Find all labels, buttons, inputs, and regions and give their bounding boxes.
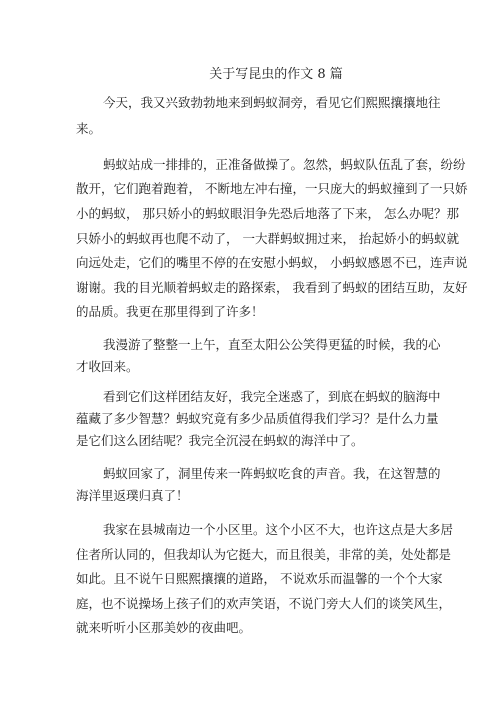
paragraph-line: 的品质。我更在那里得到了许多！	[76, 304, 264, 319]
paragraph-line: 只娇小的蚂蚁再也爬不动了， 一大群蚂蚁拥过来， 抬起娇小的蚂蚁就	[76, 231, 459, 246]
paragraph-line: 住者所认同的，但我却认为它挺大，而且很美，非常的美，处处都是	[76, 547, 452, 562]
paragraph-line: 是它们这么团结呢？我完全沉浸在蚂蚁的海洋中了。	[76, 433, 364, 448]
paragraph-line: 今天，我又兴致勃勃地来到蚂蚁洞旁，看见它们熙熙攘攘地往	[103, 95, 441, 110]
paragraph-line: 海洋里返璞归真了！	[76, 488, 189, 503]
paragraph-line: 如此。且不说午日熙熙攘攘的道路， 不说欢乐而温馨的一个个大家	[76, 571, 443, 586]
paragraph-line: 蚂蚁站成一排排的，正准备做操了。忽然，蚂蚁队伍乱了套，纷纷	[103, 157, 466, 172]
paragraph-line: 谢谢。我的目光顺着蚂蚁走的路探索， 我看到了蚂蚁的团结互助，友好	[76, 280, 468, 295]
paragraph-line: 才收回来。	[76, 359, 139, 374]
paragraph-line: 蕴藏了多少智慧？蚂蚁究竟有多少品质值得我们学习？是什么力量	[76, 411, 439, 426]
paragraph-line: 来。	[76, 121, 102, 136]
paragraph-line: 小的蚂蚁， 那只娇小的蚂蚁眼泪争先恐后地落了下来， 怎么办呢？那	[76, 206, 459, 221]
paragraph-line: 蚂蚁回家了，洞里传来一阵蚂蚁吃食的声音。我，在这智慧的	[103, 466, 441, 481]
paragraph-line: 向远处走，它们的嘴里不停的在安慰小蚂蚁， 小蚂蚁感恩不已，连声说	[76, 255, 468, 270]
paragraph-line: 就来听听小区那美妙的夜曲吧。	[76, 620, 252, 635]
paragraph-line: 我家在县城南边一个小区里。这个小区不大，也许这点是大多居	[103, 522, 454, 537]
paragraph-line: 散开，它们跑着跑着， 不断地左冲右撞，一只庞大的蚂蚁撞到了一只娇	[76, 181, 468, 196]
paragraph-line: 庭，也不说操场上孩子们的欢声笑语，不说门旁大人们的谈笑风生，	[76, 596, 452, 611]
document-title: 关于写昆虫的作文 8 篇	[209, 67, 343, 82]
paragraph-line: 我漫游了整整一上午，直至太阳公公笑得更猛的时候，我的心	[103, 337, 441, 352]
paragraph-line: 看到它们这样团结友好，我完全迷惑了，到底在蚂蚁的脑海中	[103, 389, 441, 404]
